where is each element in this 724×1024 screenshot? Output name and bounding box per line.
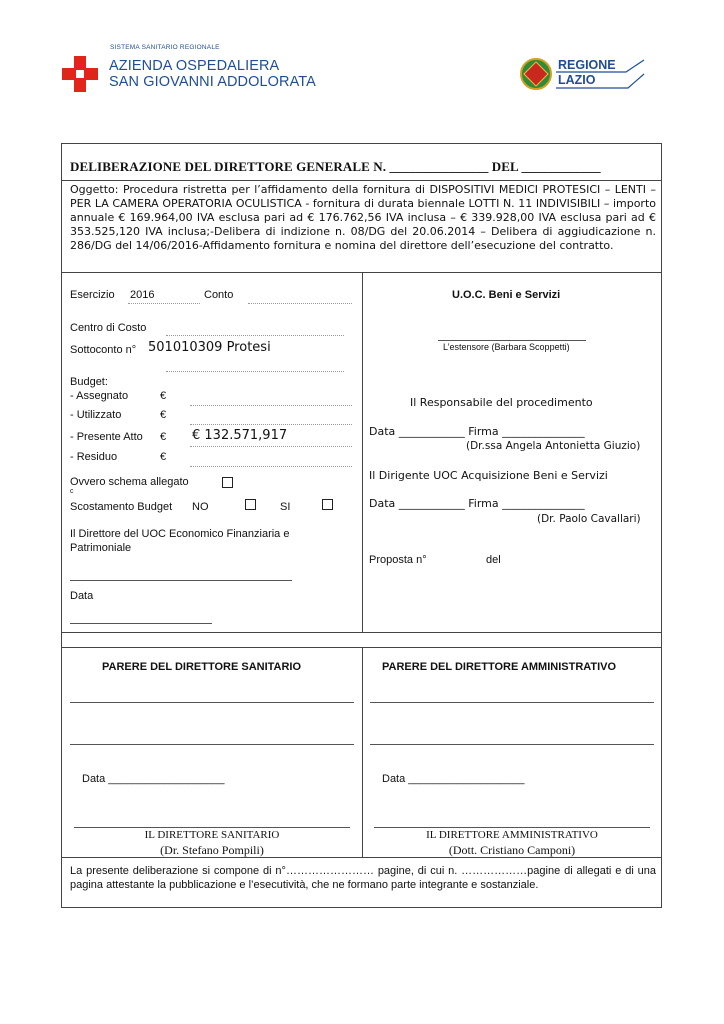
estensore-label: L’estensore (Barbara Scoppetti): [443, 342, 570, 352]
assegnato-euro: €: [160, 390, 167, 402]
amministrativo-name: (Dott. Cristiano Camponi): [448, 843, 576, 857]
regione-label: REGIONE: [558, 58, 616, 72]
estensore-signature-line[interactable]: [438, 340, 586, 341]
closing-statement: La presente deliberazione si compone di n°…………………… pagine, di cui n. ………………pagine di allegati e di una pagina attestante la pubblicazione e l’esecutività, che ne formano parte integrante e sostanziale.: [70, 865, 656, 891]
azienda-logo: [62, 44, 322, 94]
amministrativo-signature-line[interactable]: [374, 827, 650, 828]
sottoconto-label: Sottoconto n°: [70, 344, 137, 356]
centro-costo-label: Centro di Costo: [70, 322, 147, 334]
parere-sanitario-line1[interactable]: [70, 702, 354, 703]
system-label: SISTEMA SANITARIO REGIONALE: [110, 44, 220, 51]
parere-amministrativo-title: PARERE DEL DIRETTORE AMMINISTRATIVO: [382, 661, 617, 673]
sanitario-name: (Dr. Stefano Pompili): [160, 843, 264, 857]
azienda-name-line2: SAN GIOVANNI ADDOLORATA: [109, 74, 316, 90]
lazio-label: LAZIO: [558, 73, 596, 87]
sanitario-signature-line[interactable]: [74, 827, 350, 828]
uoc-title: U.O.C. Beni e Servizi: [452, 289, 561, 301]
divider: [62, 632, 661, 633]
red-cross-icon: [62, 56, 98, 92]
c-mark: c: [70, 488, 74, 495]
sottoconto-value: 501010309 Protesi: [148, 340, 271, 355]
data-field[interactable]: [70, 623, 212, 624]
assegnato-label: - Assegnato: [70, 390, 129, 402]
regione-lazio-logo: [520, 56, 650, 92]
direttore-uoc-label: Il Direttore del UOC Economico Finanziaria e Patrimoniale: [70, 528, 290, 554]
sanitario-sign-label: IL DIRETTORE SANITARIO: [144, 829, 280, 841]
responsabile-label: Il Responsabile del procedimento: [410, 396, 593, 409]
sottoconto-field-line: [166, 371, 344, 372]
presente-atto-field-line: [190, 446, 352, 447]
divider: [62, 857, 661, 858]
scostamento-label: Scostamento Budget: [70, 501, 173, 513]
residuo-label: - Residuo: [70, 451, 118, 463]
centro-costo-field[interactable]: [166, 335, 344, 336]
document-title: DELIBERAZIONE DEL DIRETTORE GENERALE N. _______________ DEL ____________: [70, 159, 601, 174]
regione-seal-icon: [520, 58, 552, 90]
proposta-label: Proposta n°: [369, 554, 427, 566]
esercizio-field-line: [128, 303, 200, 304]
dirigente-label: Il Dirigente UOC Acquisizione Beni e Servizi: [369, 469, 608, 482]
utilizzato-field[interactable]: [190, 424, 352, 425]
esercizio-value: 2016: [130, 289, 155, 301]
ovvero-schema-label: Ovvero schema allegato: [70, 476, 189, 488]
parere-amministrativo-line1[interactable]: [370, 702, 654, 703]
direttore-uoc-signature-line[interactable]: [70, 580, 292, 581]
sanitario-data[interactable]: Data ___________________: [82, 773, 225, 785]
si-label: SI: [280, 501, 291, 513]
deliberazione-form: [61, 143, 662, 908]
conto-label: Conto: [204, 289, 234, 301]
utilizzato-euro: €: [160, 409, 167, 421]
budget-label: Budget:: [70, 376, 108, 388]
assegnato-field[interactable]: [190, 405, 352, 406]
proposta-del-label: del: [486, 554, 501, 566]
si-checkbox[interactable]: [322, 499, 333, 510]
parere-sanitario-title: PARERE DEL DIRETTORE SANITARIO: [102, 661, 302, 673]
presente-atto-euro: €: [160, 431, 167, 443]
dirigente-data-firma[interactable]: Data ____________ Firma _______________: [369, 497, 585, 510]
oggetto-text: Oggetto: Procedura ristretta per l’affidamento della fornitura di DISPOSITIVI MEDICI PROTESICI – LENTI – PER LA CAMERA OPERATORIA OCULISTICA - fornitura di durata biennale LOTTI N. 11 INDIVISIBILI – importo annuale € 169.964,00 IVA esclusa pari ad € 176.762,56 IVA inclusa – € 339.928,00 IVA esclusa pari ad € 353.525,120 IVA inclusa;-Delibera di indizione n. 08/DG del 20.06.2014 – Delibera di aggiudicazione n. 286/DG del 14/06/2016-Affidamento fornitura e nomina del direttore dell’esecuzione del contratto.: [70, 183, 656, 253]
no-checkbox[interactable]: [245, 499, 256, 510]
residuo-euro: €: [160, 451, 167, 463]
parere-amministrativo-line2[interactable]: [370, 744, 654, 745]
dirigente-name: (Dr. Paolo Cavallari): [537, 513, 641, 525]
presente-atto-value: € 132.571,917: [192, 428, 288, 443]
amministrativo-sign-label: IL DIRETTORE AMMINISTRATIVO: [426, 829, 598, 841]
amministrativo-data[interactable]: Data ___________________: [382, 773, 525, 785]
presente-atto-label: - Presente Atto: [70, 431, 143, 443]
utilizzato-label: - Utilizzato: [70, 409, 122, 421]
ovvero-schema-checkbox[interactable]: [222, 477, 233, 488]
parere-sanitario-line2[interactable]: [70, 744, 354, 745]
esercizio-label: Esercizio: [70, 289, 115, 301]
divider: [62, 180, 661, 181]
residuo-field[interactable]: [190, 466, 352, 467]
data-label: Data: [70, 590, 94, 602]
pareri-column-divider: [362, 647, 363, 857]
conto-field[interactable]: [248, 303, 352, 304]
azienda-name-line1: AZIENDA OSPEDALIERA: [109, 58, 280, 74]
responsabile-name: (Dr.ssa Angela Antonietta Giuzio): [466, 440, 641, 452]
no-label: NO: [192, 501, 209, 513]
responsabile-data-firma[interactable]: Data ____________ Firma _______________: [369, 425, 585, 438]
column-divider: [362, 272, 363, 632]
